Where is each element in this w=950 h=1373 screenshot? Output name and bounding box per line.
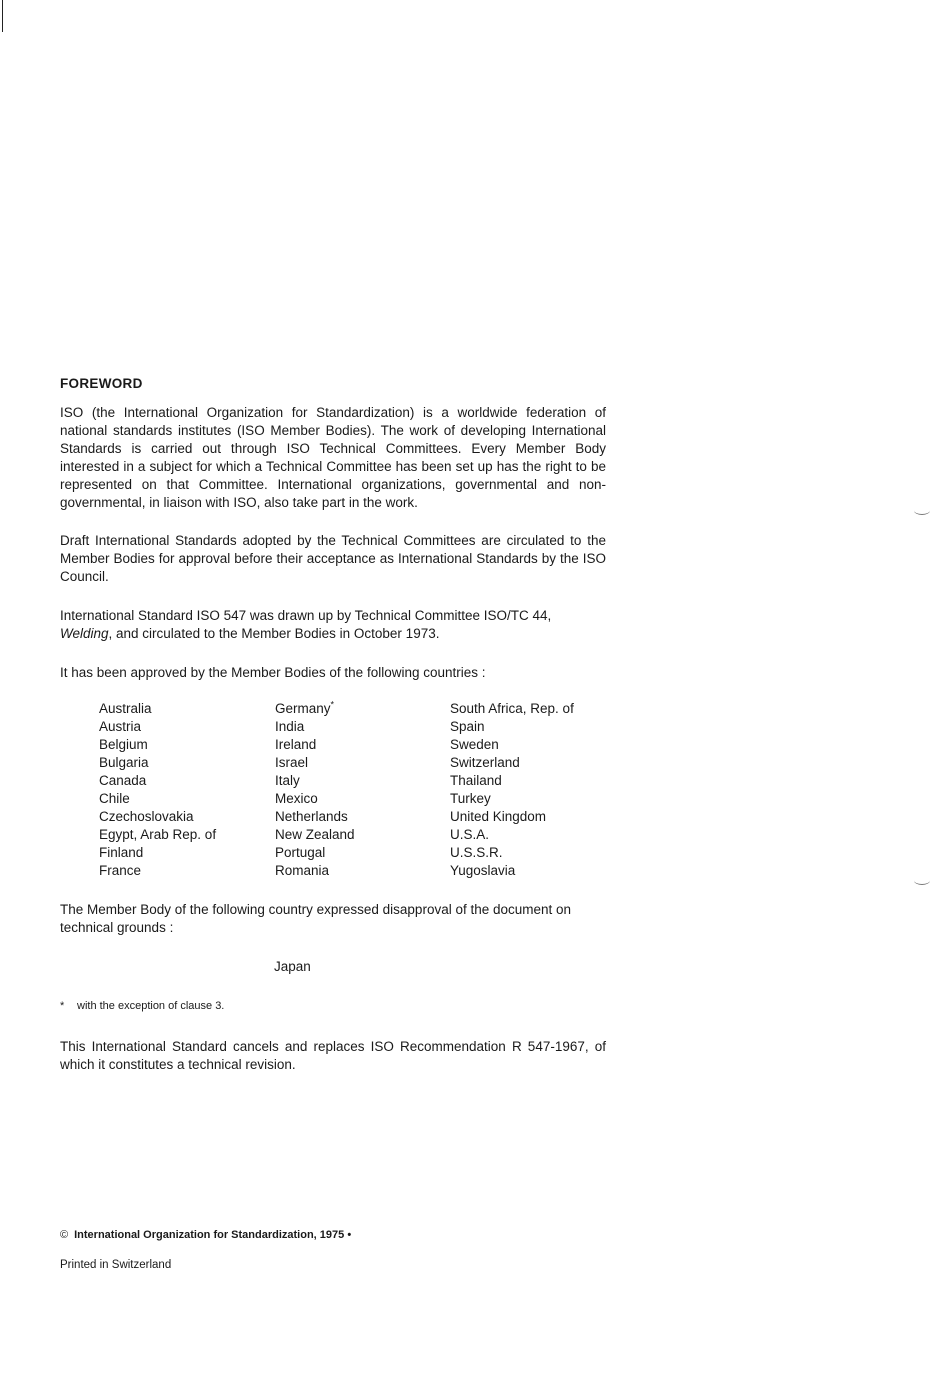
footnote-marker: *: [330, 699, 335, 710]
country-name: Canada: [99, 773, 147, 788]
footnote-marker: *: [60, 1000, 65, 1012]
country-name: Germany: [275, 701, 331, 716]
para3-text-after: , and circulated to the Member Bodies in October 1973.: [108, 626, 440, 641]
country-name: Spain: [450, 719, 485, 734]
country-name: Turkey: [450, 791, 491, 806]
country-name: Australia: [99, 701, 152, 716]
country-name: Romania: [275, 863, 330, 878]
copyright-line: [60, 1229, 351, 1241]
bullet-icon: •: [347, 1229, 352, 1241]
scan-artifact-mark: [914, 876, 930, 885]
disapproval-statement: The Member Body of the following country expressed disapproval of the document on technical grounds :: [60, 902, 572, 935]
country-name: Ireland: [275, 737, 317, 752]
country-name: Czechoslovakia: [99, 809, 194, 824]
country-name: Austria: [99, 719, 142, 734]
foreword-title: FOREWORD: [60, 376, 143, 391]
country-name: Chile: [99, 791, 130, 806]
footnote-text: with the exception of clause 3.: [77, 1000, 225, 1012]
country-name: Yugoslavia: [450, 863, 516, 878]
para3-text-before: International Standard ISO 547 was drawn up by Technical Committee ISO/TC 44,: [60, 608, 552, 623]
country-name: Switzerland: [450, 755, 520, 770]
country-name: Italy: [275, 773, 300, 788]
country-name: United Kingdom: [450, 809, 547, 824]
country-name: Finland: [99, 845, 144, 860]
scan-edge-mark: [2, 0, 3, 32]
country-name: Israel: [275, 755, 309, 770]
country-name: Netherlands: [275, 809, 348, 824]
printed-in: Printed in Switzerland: [60, 1259, 172, 1271]
country-name: U.S.A.: [450, 827, 490, 842]
country-column-2: [275, 700, 355, 880]
country-name-with-footnote: [275, 700, 355, 718]
foreword-paragraph-1: ISO (the International Organization for Standardization) is a worldwide federation of national standards institutes (ISO Member Bodies). The work of developing International Standards is carried out through ISO Technical Committees. Every Member Body interested in a subject for which a Technical Committee has been set up has the right to be represented on that Committee. International organizations, governmental and non-governmental, in liaison with ISO, also take part in the work.: [60, 405, 606, 510]
foreword-paragraph-2: Draft International Standards adopted by the Technical Committees are circulated to the Member Bodies for approval before their acceptance as International Standards by the ISO Council.: [60, 533, 606, 584]
footnote: [60, 1000, 224, 1012]
country-name: Portugal: [275, 845, 326, 860]
country-name: India: [275, 719, 305, 734]
country-name: France: [99, 863, 142, 878]
country-name: Bulgaria: [99, 755, 149, 770]
country-name: Sweden: [450, 737, 499, 752]
scan-artifact-mark: [914, 506, 930, 515]
disapproving-country: Japan: [274, 959, 311, 974]
committee-title-italic: Welding: [60, 626, 109, 641]
country-name: Mexico: [275, 791, 318, 806]
country-name: Egypt, Arab Rep. of: [99, 827, 217, 842]
country-name: Thailand: [450, 773, 502, 788]
country-name: Belgium: [99, 737, 148, 752]
copyright-icon: ©: [60, 1229, 69, 1241]
country-column-3: [450, 700, 574, 880]
country-name: U.S.S.R.: [450, 845, 503, 860]
copyright-text: International Organization for Standardization, 1975: [74, 1229, 345, 1241]
foreword-paragraph-3: [60, 607, 606, 643]
country-name: South Africa, Rep. of: [450, 701, 574, 716]
country-name: New Zealand: [275, 827, 355, 842]
approval-intro: It has been approved by the Member Bodies of the following countries :: [60, 665, 486, 680]
country-column-1: [99, 700, 216, 880]
cancellation-statement: This International Standard cancels and replaces ISO Recommendation R 547-1967, of which it constitutes a technical revision.: [60, 1039, 606, 1072]
